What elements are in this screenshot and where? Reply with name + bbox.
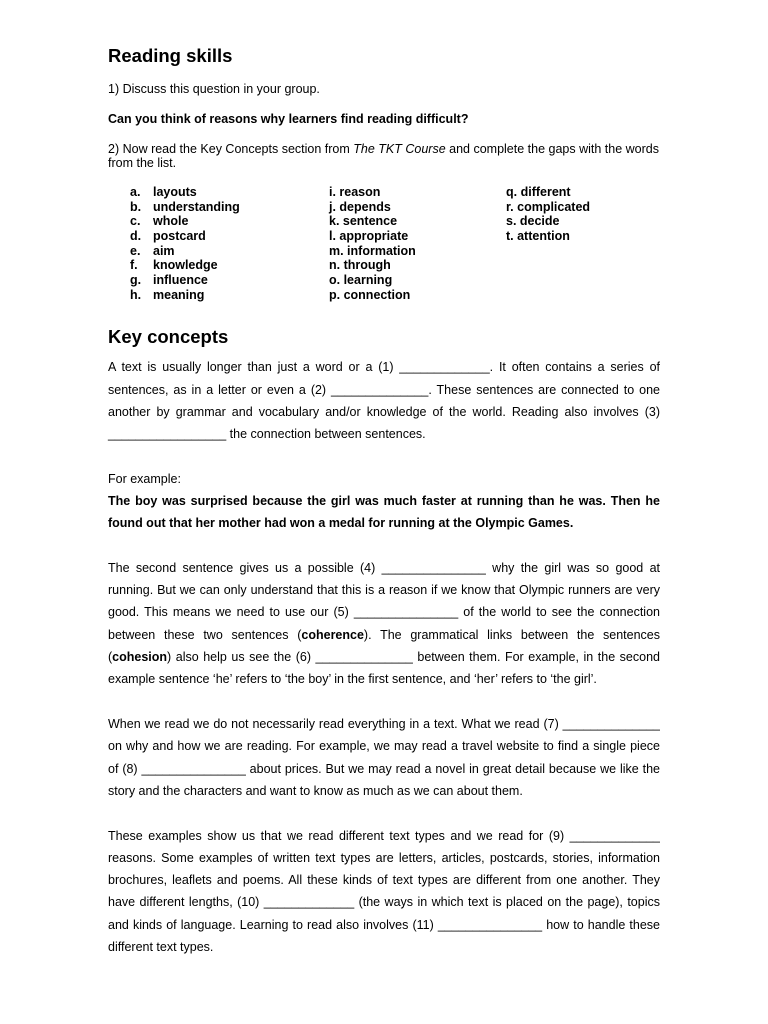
word-list-item: j. depends xyxy=(329,199,391,214)
word-list-item: q. different xyxy=(506,185,571,199)
paragraph-line: reasons. Some examples of written text types are letters, articles, postcards, stories, information xyxy=(108,851,660,865)
word-list-item: a. layouts xyxy=(130,185,197,199)
word-list-item: d. postcard xyxy=(130,229,206,244)
word-list-item: s. decide xyxy=(506,214,560,229)
for-example-label: For example: xyxy=(108,472,181,486)
word-list-item: f. knowledge xyxy=(130,258,218,273)
paragraph-line: running. But we can only understand that this is a reason if we know that Olympic runners are very xyxy=(108,583,660,597)
word-list-column-2 xyxy=(329,185,416,303)
paragraph-line: different text types. xyxy=(108,940,214,954)
term-cohesion: cohesion xyxy=(112,650,168,664)
word-list-item: r. complicated xyxy=(506,199,591,214)
paragraph-line: A text is usually longer than just a word or a (1) _____________. It often contains a series of xyxy=(108,360,660,374)
paragraph-line: good. This means we need to use our (5) _______________ of the world to see the connection xyxy=(108,605,660,619)
term-coherence: coherence xyxy=(301,628,364,642)
word-list-item: e. aim xyxy=(130,243,175,258)
word-list-item: h. meaning xyxy=(130,287,205,302)
paragraph-line: story and the characters and want to know as much as we can about them. xyxy=(108,784,523,798)
paragraph-line: have different lengths, (10) _____________ (the ways in which text is placed on the page), topics xyxy=(108,895,660,909)
paragraph-line: between these two sentences (coherence). The grammatical links between the sentences xyxy=(108,628,660,642)
section-heading-key-concepts: Key concepts xyxy=(108,326,229,347)
word-list-item: n. through xyxy=(329,258,391,273)
book-title: The TKT Course xyxy=(353,142,446,156)
word-list-item: i. reason xyxy=(329,185,381,199)
paragraph-line: These examples show us that we read different text types and we read for (9) _____________ xyxy=(108,829,660,843)
paragraph-line: another by grammar and vocabulary and/or knowledge of the world. Reading also involves (3) xyxy=(108,405,660,419)
word-list-item: p. connection xyxy=(329,287,411,302)
question-2-instruction-line2: from the list. xyxy=(108,156,177,170)
question-1-instruction: 1) Discuss this question in your group. xyxy=(108,82,320,96)
word-list-item: l. appropriate xyxy=(329,229,409,244)
paragraph-line: When we read we do not necessarily read everything in a text. What we read (7) ______________ xyxy=(108,717,660,731)
word-list-item: g. influence xyxy=(130,273,208,288)
paragraph-line: _________________ the connection between sentences. xyxy=(108,427,426,441)
paragraph-line: of (8) _______________ about prices. But we may read a novel in great detail because we like the xyxy=(108,762,660,776)
q2-text: 2) Now read the Key Concepts section from xyxy=(108,142,354,156)
word-list-column-3 xyxy=(506,185,590,244)
word-list-item: c. whole xyxy=(130,214,189,229)
paragraph-line: and kinds of language. Learning to read also involves (11) _______________ how to handle these xyxy=(108,918,660,932)
paragraph-line: sentences, as in a letter or even a (2) ______________. These sentences are connected to one xyxy=(108,383,660,397)
paragraph-line: on why and how we are reading. For example, we may read a travel website to find a single piece xyxy=(108,739,660,753)
paragraph-line: The second sentence gives us a possible (4) _______________ why the girl was so good at xyxy=(108,561,660,575)
paragraph-line: example sentence ‘he’ refers to ‘the boy’ in the first sentence, and ‘her’ refers to ‘the girl’. xyxy=(108,672,597,686)
example-text-line: found out that her mother had won a medal for running at the Olympic Games. xyxy=(108,516,574,530)
word-list-item: k. sentence xyxy=(329,214,398,229)
word-list-item: m. information xyxy=(329,243,416,258)
word-list-item: o. learning xyxy=(329,273,393,288)
question-1-prompt: Can you think of reasons why learners find reading difficult? xyxy=(108,112,469,126)
question-2-instruction xyxy=(108,142,659,156)
q2-text-end: and complete the gaps with the words xyxy=(445,142,659,156)
paragraph-line: brochures, leaflets and poems. All these kinds of text types are different from one another. They xyxy=(108,873,660,887)
word-list-item: t. attention xyxy=(506,229,570,244)
paragraph-line: (cohesion) also help us see the (6) ______________ between them. For example, in the second xyxy=(108,650,660,664)
word-list-item: b. understanding xyxy=(130,199,240,214)
word-list-column-1 xyxy=(130,185,240,303)
page-title: Reading skills xyxy=(108,45,233,66)
example-text-line: The boy was surprised because the girl was much faster at running than he was. Then he xyxy=(108,494,660,508)
